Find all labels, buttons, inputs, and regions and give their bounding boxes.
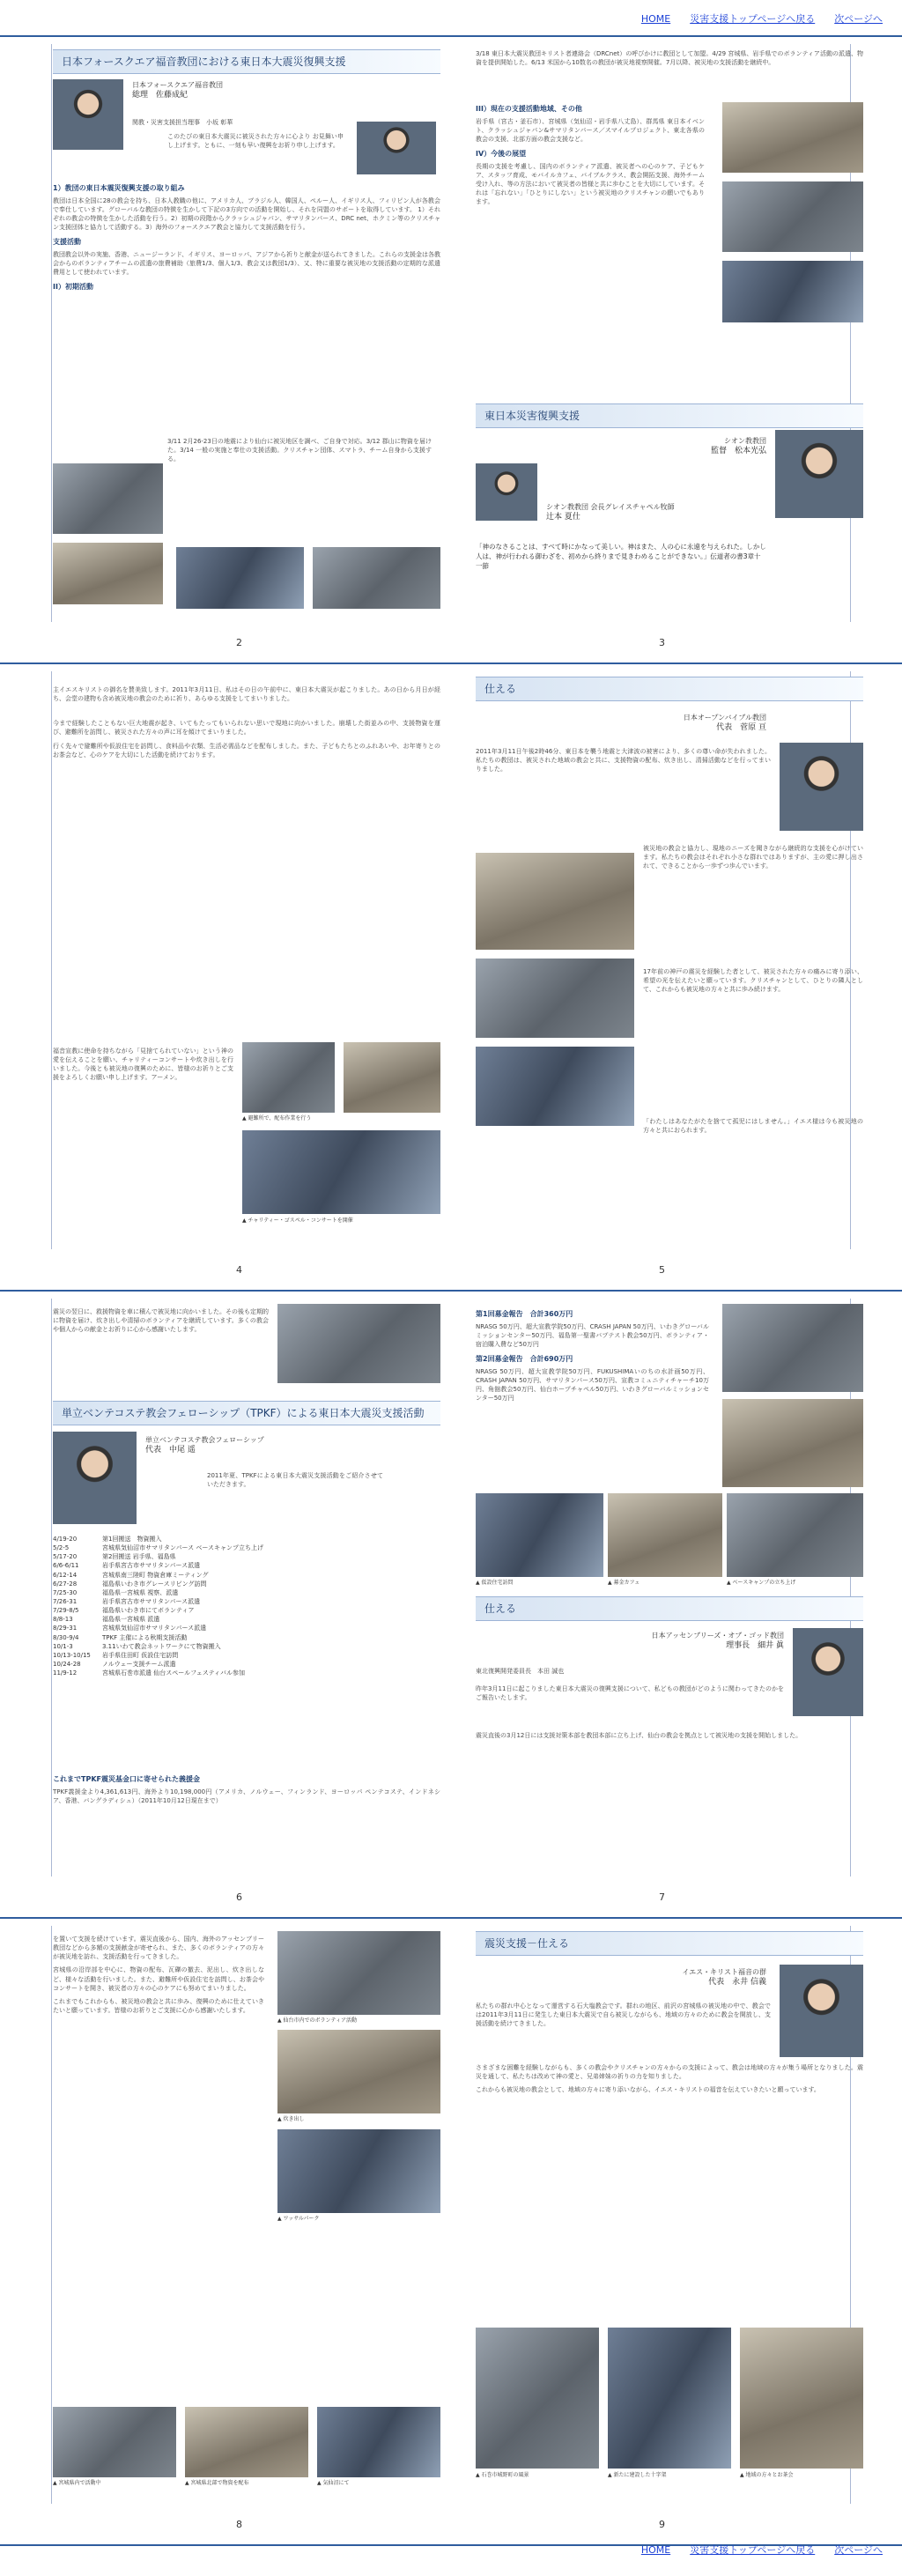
body-column	[476, 2063, 863, 2099]
section-heading: 第1回募金報告 合計360万円	[476, 1310, 573, 1318]
author-block	[132, 81, 223, 101]
schedule-activity: 福島県いわき市グレースリビング訪問	[102, 1580, 207, 1588]
schedule-row	[53, 1571, 440, 1580]
page-number: 8	[236, 2519, 242, 2531]
org-name: 日本アッセンブリーズ・オブ・ゴッド教団	[651, 1632, 784, 1640]
intro-text: 2011年夏、TPKFによる東日本大震災支援活動をご紹介させていただきます。	[207, 1472, 383, 1489]
author-name: 監督 松本光弘	[710, 447, 766, 456]
schedule-date: 6/12-14	[53, 1571, 78, 1579]
relief-photo	[277, 2129, 440, 2213]
schedule-date: 8/30-9/4	[53, 1633, 79, 1641]
body-text: 教団は日本全国に28の教会を持ち、日本人教職の他に、アメリカ人、ブラジル人、韓国人、ペルー人、イギリス人、フィリピン人が各教会で奉仕しています。グローバルな教団の特徴を生かして下記の3方向での活動を開始し、それを同盟のサポートを取得しています。 1）それぞれの教会の特徴を生かした活動を行う。2）初期の段階からクラッシュジャパン、サマリタンパース、DRC net、ホクミン等のクリスチャン支援団体と協力して活動する。3）海外のフォースクエア教会と協力して支援活動を行う。	[53, 196, 440, 232]
schedule-row	[53, 1543, 440, 1552]
top-nav	[0, 12, 902, 32]
second-author-block	[546, 503, 675, 523]
page-6	[53, 1304, 440, 1876]
relief-photo	[317, 2407, 440, 2477]
body-text: 主イエスキリストの御名を賛美致します。2011年3月11日、私はその日の午前中に、東日本大震災が起こりました。あの日から月日が経ち、会堂の建物も含め被災地の教会のために祈り、あらゆる支援をしてまいりました。	[53, 686, 440, 703]
relief-photo	[722, 181, 863, 252]
body-text: 3/11 2月26-23日の地震により仙台に被災地区を調べ、ご自身で対応。3/12 郡山に物資を届けた。3/14 一般の実施と奉仕の支援活動。クリスチャン団体、スマトラ、チーム自身から支援する。	[167, 438, 432, 463]
schedule-date: 10/1-3	[53, 1642, 73, 1650]
relief-photo	[727, 1493, 863, 1577]
schedule-date: 6/27-28	[53, 1580, 78, 1588]
schedule-activity: 第1回搬送 物資搬入	[102, 1536, 162, 1543]
schedule-activity: 宮城県気仙沼市サマリタンパース ベースキャンプ立ち上げ	[102, 1544, 264, 1552]
home-link[interactable]: HOME	[640, 2544, 671, 2556]
body-text: 福音宣教に使命を持ちながら「見捨てられていない」という神の愛を伝えることを願い、チャリティーコンサートや炊き出しを行いました。今後とも被災地の復興のために、皆様のお祈りとご支援をよろしくお願い申し上げます。アーメン。	[53, 1047, 233, 1082]
body-text: 長期の支援を考慮し、国内のボランティア派遣、被災者への心のケア、子どもケア、スタッフ育成、モバイルカフェ、バイブルクラス、教会開拓支援、海外チーム受け入れ、等の方法において被災者の皆様と共に歩むことを大切にしています。それは「忘れない」「ひとりにしない」という被災地のクリスチャンの願いでもあります。	[476, 162, 705, 206]
body-text: さまざまな困難を経験しながらも、多くの教会やクリスチャンの方々からの支援によって、教会は地域の方々が集う場所となりました。震災を通して、私たちは改めて神の愛と、兄弟姉妹の祈りの力を知りました。	[476, 2064, 863, 2081]
page-number: 2	[236, 637, 242, 649]
relief-photo	[476, 853, 634, 950]
relief-photo	[344, 1042, 440, 1113]
schedule-activity: 福島県一宮城県 視察、派遣	[102, 1588, 179, 1596]
next-page-link[interactable]: 次ページへ	[834, 13, 883, 25]
relief-photo	[722, 102, 863, 173]
body-text: TPKF義援金より4,361,613円、海外より10,198,000円（アメリカ、ノルウェー、フィンランド、ヨーロッパ ペンテコステ、インドネシア、香港、バングラディシュ）（2011年10月12日現在まで）	[53, 1788, 440, 1804]
page-frame-left	[51, 671, 52, 1249]
schedule-date: 7/29-8/5	[53, 1607, 79, 1615]
relief-photo	[185, 2407, 308, 2477]
body-text: 岩手県（宮古・釜石市）、宮城県（気仙沼・岩手県八丈島）、群馬県 東日本イベント、クラッシュジャパン&サマリタンパース／スマイルプロジェクト、東北各県の教会の支援、北部方面の教会支援など。	[476, 117, 705, 143]
org-name: 日本フォースクエア福音教団	[132, 81, 224, 89]
photo-caption: ▲ 新たに建設した十字架	[608, 2472, 667, 2478]
schedule-row	[53, 1624, 440, 1632]
org-name: イエス・キリスト福音の群	[682, 1968, 766, 1976]
page-number: 9	[659, 2519, 665, 2531]
body-text: 教団教会以外の実施、香港、ニュージーランド、イギリス、ヨーロッパ、アジアから祈りと献金が送られてきました。これらの支援金は各教会からのボランティアチームの派遣の旅費補助（旅費1/3、個人1/3、教会又は教団1/3）、又、特に重要な被災地の支援活動の定期的な派遣費用として使われています。	[53, 250, 440, 277]
section-banner: 東日本災害復興支援	[476, 403, 863, 428]
schedule-activity: 宮城県石巻市派遣 仙台スペールフェスティバル参加	[102, 1669, 246, 1677]
page-9	[476, 1931, 863, 2504]
body-text: 昨年3月11日に起こりました東日本大震災の復興支援について、私どもの教団がどのように関わってきたのかをご報告いたします。	[476, 1685, 784, 1702]
body-text: NRASG 50万円、超大宣教学院50万円、FUKUSHIMAいのちの水計画50万円、CRASH JAPAN 50万円、サマリタンパース50万円、宣教コミュニティチャーチ10万円、角舘教会50万円、仙台ホープチャペル50万円、いわきグローバルミッションセンター50万円	[476, 1367, 709, 1403]
schedule-activity: 3.11いわて教会ネットワークにて物資搬入	[102, 1642, 221, 1650]
cross-photo	[608, 2328, 731, 2469]
photo-caption: ▲ 宮城県内で活動中	[53, 2480, 101, 2486]
photo-caption: ▲ 気仙沼にて	[317, 2480, 350, 2486]
schedule-activity: 岩手県住田町 仮設住宅訪問	[102, 1651, 179, 1659]
schedule-date: 7/26-31	[53, 1597, 78, 1605]
relief-photo	[53, 543, 163, 604]
spread-pages-2-3	[0, 35, 902, 664]
schedule-activity: 岩手県宮古市サマリタンパース派遣	[102, 1562, 201, 1570]
next-page-link[interactable]: 次ページへ	[834, 2544, 883, 2556]
section-heading: 支援活動	[53, 238, 81, 247]
sub-author: 東北復興開発委員長 本田 誠也	[476, 1668, 565, 1675]
schedule-row	[53, 1535, 440, 1543]
schedule-row	[53, 1552, 440, 1561]
photo-caption: ▲ チャリティー・ゴスペル・コンサートを開催	[242, 1218, 353, 1224]
schedule-row	[53, 1597, 440, 1606]
schedule-date: 8/8-13	[53, 1616, 73, 1624]
author-block	[581, 1968, 766, 1988]
body-text: を置いて支援を続けています。震災直後から、国内、海外のアッセンブリー教団などから多額の支援献金が寄せられ、また、多くのボランティアの方々が被災地を訪れ、支援活動を行ってきました。	[53, 1936, 264, 1961]
section-banner: 震災支援－仕える	[476, 1931, 863, 1956]
schedule-row	[53, 1642, 440, 1651]
portrait-photo	[780, 1965, 863, 2057]
page-5	[476, 677, 863, 1249]
bottom-nav	[0, 2543, 902, 2563]
relief-photo	[277, 1304, 440, 1383]
section-heading: II）初期活動	[53, 283, 93, 292]
schedule-row	[53, 1633, 440, 1642]
body-text: 宮城県の沿岸部を中心に、物資の配布、瓦礫の撤去、泥出し、炊き出しなど、様々な活動を行いました。また、避難所や仮設住宅を訪問し、お茶会やコンサートを開き、被災者の方々の心のケアにも努めてまいりました。	[53, 1966, 264, 1992]
photo-caption: ▲ 石巻市城野町の風景	[476, 2472, 529, 2478]
author-name: 代表 永井 信義	[708, 1978, 766, 1988]
page-frame-left	[51, 1299, 52, 1876]
schedule-row	[53, 1561, 440, 1570]
relief-photo	[277, 2030, 440, 2113]
schedule-activity: 宮城県気仙沼市サマリタンパース派遣	[102, 1625, 207, 1632]
section-heading: IV）今後の展望	[476, 150, 527, 159]
body-text: 「わたしはあなたがたを捨てて孤児にはしません。」イエス様は今も被災地の方々と共におられます。	[643, 1118, 863, 1135]
relief-photo	[476, 1047, 634, 1126]
page-frame-left	[51, 1926, 52, 2504]
concert-photo	[242, 1130, 440, 1214]
intro-text: このたびの東日本大震災に被災された方々に心より お見舞い申し上げます。ともに、一刻も早い復興をお祈り申し上げます。	[167, 133, 344, 150]
body-text: 震災直後の3月12日には支援対策本部を教団本部に立ち上げ、仙台の教会を拠点として被災地の支援を開始しました。	[476, 1732, 802, 1739]
relief-photo	[53, 463, 163, 534]
org-name: 日本オープンバイブル教団	[683, 714, 766, 722]
schedule-row	[53, 1615, 440, 1624]
photo-caption: ▲ 地域の方々とお茶会	[740, 2472, 794, 2478]
photo-caption: ▲ 避難所で、配布作業を行う	[242, 1115, 312, 1121]
relief-photo	[722, 1304, 863, 1392]
spread-pages-6-7	[0, 1290, 902, 1919]
org-name: シオン教教団 会長グレイスチャペル牧師	[546, 503, 675, 511]
author-name: 代表 中尾 遥	[145, 1446, 196, 1455]
author-block	[696, 437, 766, 457]
relief-photo	[53, 2407, 176, 2477]
page-2	[53, 49, 440, 622]
back-to-disaster-top-link[interactable]: 災害支援トップページへ戻る	[690, 2544, 816, 2556]
section-heading: 1）教団の東日本震災復興支援の取り組み	[53, 184, 185, 192]
fundraising-report	[476, 1304, 709, 1407]
schedule-row	[53, 1588, 440, 1597]
portrait-photo	[793, 1628, 863, 1716]
schedule-date: 7/25-30	[53, 1588, 78, 1596]
relief-photo	[176, 547, 304, 609]
page-number: 6	[236, 1891, 242, 1904]
body-text: 2011年3月11日午後2時46分、東日本を襲う地震と大津波の被害により、多くの尊い命が失われました。私たちの教団は、被災された地域の教会と共に、支援物資の配布、炊き出し、清掃活動などを行ってまいりました。	[476, 748, 771, 774]
photo-caption: ▲ 募金カフェ	[608, 1580, 640, 1586]
relief-photo	[313, 547, 440, 609]
schedule-activity: TPKF 主催による秋期支援活動	[102, 1633, 188, 1641]
schedule-activity: 岩手県宮古市サマリタンパース派遣	[102, 1597, 201, 1605]
relief-photo	[277, 1931, 440, 2015]
relief-photo	[608, 1493, 722, 1577]
relief-photo	[476, 1493, 603, 1577]
author-block	[145, 1436, 264, 1456]
body-text: これまでもこれからも、被災地の教会と共に歩み、復興のために仕えていきたいと願っています。皆様のお祈りとご支援に心から感謝いたします。	[53, 1997, 264, 2014]
section-heading: III）現在の支援活動地域、その他	[476, 105, 582, 113]
photo-caption: ▲ 仮設住宅訪問	[476, 1580, 514, 1586]
schedule-date: 6/6-6/11	[53, 1562, 79, 1570]
schedule-activity: 福島県一宮城県 派遣	[102, 1616, 160, 1624]
portrait-photo	[780, 743, 863, 831]
body-section	[476, 99, 705, 211]
page-number: 3	[659, 637, 665, 649]
body-text: 今まで経験したこともない巨大地震が起き、いてもたってもいられない思いで現地に向かいました。崩壊した街並みの中、支援物資を運び、避難所を訪問し、被災された方々の声に耳を傾けてまいりました。	[53, 720, 440, 737]
body-text: これからも被災地の教会として、地域の方々に寄り添いながら、イエス・キリストの福音を伝えていきたいと願っています。	[476, 2086, 820, 2094]
second-portrait-photo	[357, 122, 436, 174]
portrait-photo	[775, 430, 863, 518]
schedule-row	[53, 1606, 440, 1615]
page-number: 4	[236, 1264, 242, 1277]
page-8	[53, 1931, 440, 2504]
schedule-row	[53, 1669, 440, 1677]
section-banner: 仕える	[476, 677, 863, 701]
schedule-date: 8/29-31	[53, 1625, 78, 1632]
portrait-photo	[53, 1432, 137, 1524]
section-banner: 単立ベンテコステ教会フェローシップ（TPKF）による東日本大震災支援活動	[53, 1401, 440, 1425]
body-text: 被災地の教会と協力し、現地のニーズを聞きながら継続的な支援を心がけています。私たちの教会はそれぞれ小さな群れではありますが、主の愛に押し出されて、できることから一歩ずつ歩んでいます。	[643, 845, 863, 870]
schedule-activity: ノルウェー支援チーム派遣	[102, 1660, 176, 1668]
body-text: 私たちの群れ中心となって運営する石大塩教会です。群れの地区、前沢の宮城県の被災地の中で、教会では2011年3月11日に発生した東日本大震災で自ら被災しながらも、地域の方々のために教会を開放し、支援活動を続けてきました。	[476, 2002, 771, 2028]
page-number: 5	[659, 1264, 665, 1277]
schedule-date: 5/2-5	[53, 1544, 70, 1552]
author-name: 理事長 細井 眞	[726, 1641, 784, 1651]
photo-caption: ▲ 宮城県北部で物資を配布	[185, 2480, 249, 2486]
photo-caption: ▲ ベースキャンプの立ち上げ	[727, 1580, 796, 1586]
spread-pages-8-9	[0, 1917, 902, 2546]
schedule-activity: 第2回搬送 岩手県、福島県	[102, 1553, 176, 1561]
relief-photo	[476, 2328, 599, 2469]
page-3	[476, 49, 863, 622]
relief-photo	[242, 1042, 335, 1113]
author-name: 総理 佐藤成紀	[132, 91, 189, 100]
bible-quote: 「神のなさることは、すべて時にかなって美しい。神はまた、人の心に永遠を与えられた。しかし人は、神が行われる御わざを、初めから終りまで見きわめることができない。」伝道者の書3章十一節	[476, 543, 766, 570]
org-name: 単立ベンテコステ教会フェローシップ	[145, 1436, 264, 1444]
page-number: 7	[659, 1891, 665, 1904]
schedule-date: 10/13-10/15	[53, 1651, 91, 1659]
page-4	[53, 677, 440, 1249]
body-column	[53, 1935, 264, 2019]
schedule-date: 10/24-28	[53, 1660, 81, 1668]
second-portrait-photo	[476, 463, 537, 521]
section-banner: 仕える	[476, 1596, 863, 1621]
relief-photo	[740, 2328, 863, 2469]
relief-photo	[722, 1399, 863, 1487]
org-name: シオン教教団	[724, 437, 766, 445]
spread-pages-4-5	[0, 663, 902, 1292]
home-link[interactable]: HOME	[640, 13, 671, 25]
schedule-activity: 宮城県南三陸町 物資倉庫ミーティング	[102, 1571, 209, 1579]
schedule-date: 5/17-20	[53, 1553, 78, 1561]
page-title: 日本フォースクエア福音教団における東日本大震災復興支援	[53, 49, 440, 74]
photo-caption: ▲ 炊き出し	[277, 2116, 305, 2122]
author-name: 代表 菅原 亘	[716, 723, 766, 733]
schedule-row	[53, 1660, 440, 1669]
schedule-date: 11/9-12	[53, 1669, 78, 1677]
photo-caption: ▲ 仙台市内でのボランティア活動	[277, 2017, 358, 2024]
activity-schedule	[53, 1535, 440, 1677]
body-text: 行く先々で避難所や仮設住宅を訪問し、食料品や衣類、生活必需品などを配布しました。また、子どもたちとのふれあいや、お年寄りとのお茶会など、心のケアを大切にした活動を続けております。	[53, 742, 440, 759]
page-frame-left	[51, 44, 52, 622]
photo-caption: ▲ ワッサルパーク	[277, 2216, 320, 2222]
portrait-photo	[53, 79, 123, 150]
relief-photo	[476, 959, 634, 1038]
body-text: 3/18 東日本大震災教団キリスト者連絡会（DRCnet）の呼びかけに教団として加盟。4/29 宮城県、岩手県でのボランティア活動の派遣、物資を提供開始した。6/13 米国から10数名の教団が被災地視察開催。7月以降、被災地の支援活動を継続中。	[476, 50, 863, 67]
sub-author: 関教・災害支援担当理事 小坂 彰華	[132, 119, 233, 126]
page-7	[476, 1304, 863, 1876]
body-text: NRASG 50万円、超大宣教学院50万円、CRASH JAPAN 50万円、いわきグローバルミッションセンター50万円、福島第一聖書バプテスト教会50万円、ボランティア・宿泊購入費など50万円	[476, 1322, 709, 1348]
donation-summary	[53, 1769, 440, 1810]
author-block	[581, 714, 766, 734]
author-name: 辻本 夏仕	[546, 513, 580, 522]
relief-photo	[722, 261, 863, 322]
body-section-1	[53, 178, 440, 295]
schedule-activity: 福島県いわき市にてボランティア	[102, 1607, 195, 1615]
body-text: 震災の翌日に、救援物資を車に積んで被災地に向かいました。その後も定期的に物資を届け、炊き出しや清掃のボランティアを継続しています。多くの教会や個人からの献金とお祈りに心から感謝いたします。	[53, 1308, 269, 1334]
section-heading: 第2回募金報告 合計690万円	[476, 1355, 573, 1364]
schedule-date: 4/19-20	[53, 1536, 78, 1543]
section-heading: これまでTPKF震災基金口に寄せられた義援金	[53, 1775, 200, 1783]
schedule-row	[53, 1651, 440, 1660]
body-text: 17年前の神戸の震災を経験した者として、被災された方々の痛みに寄り添い、希望の光を伝えたいと願っています。クリスチャンとして、ひとりの隣人として、これからも被災地の方々と共に歩み続けます。	[643, 968, 863, 994]
author-block	[564, 1632, 784, 1652]
schedule-row	[53, 1580, 440, 1588]
back-to-disaster-top-link[interactable]: 災害支援トップページへ戻る	[690, 13, 816, 25]
